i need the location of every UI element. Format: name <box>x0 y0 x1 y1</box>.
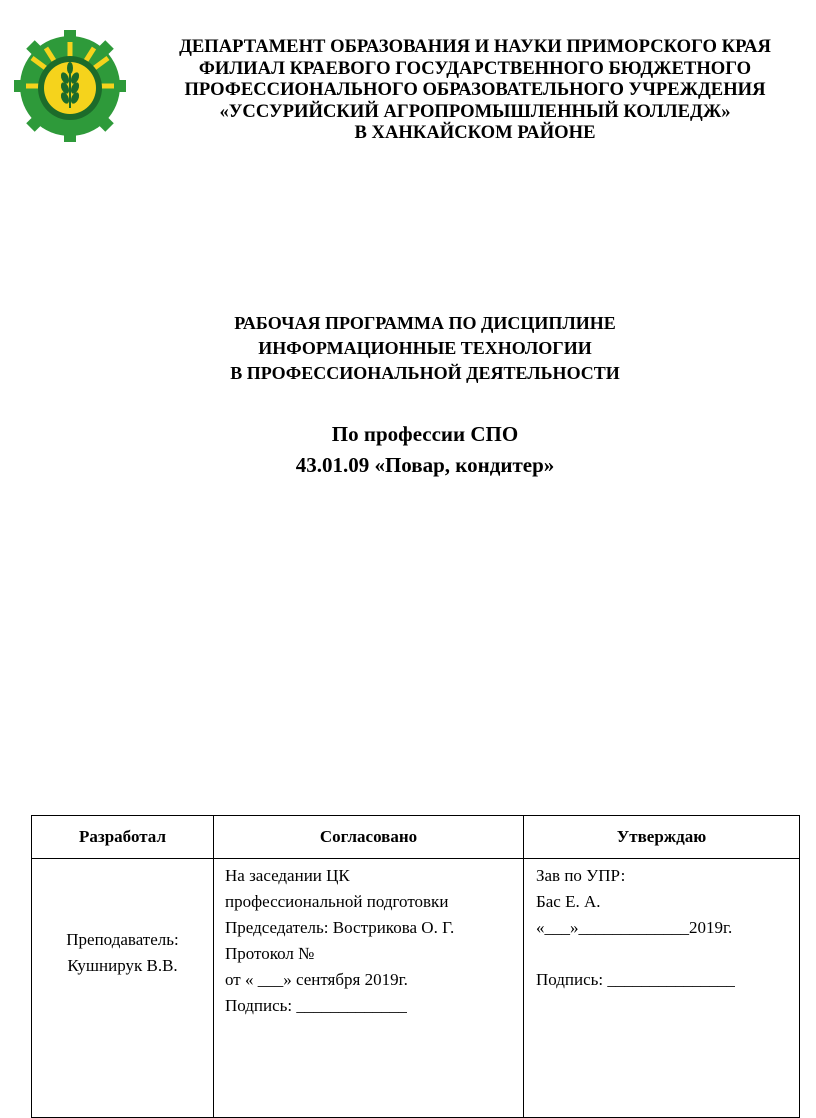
agreed-line: Председатель: Вострикова О. Г. <box>225 918 455 937</box>
approval-table <box>31 815 800 1118</box>
agreed-line: профессиональной подготовки <box>225 892 449 911</box>
program-title <box>150 311 700 386</box>
developer-cell <box>32 859 214 1118</box>
approval-table-body-row <box>32 859 800 1118</box>
developer-role: Преподаватель: <box>66 930 179 949</box>
agreed-line: Протокол № <box>225 944 315 963</box>
approved-signature: Подпись: _______________ <box>536 970 735 989</box>
agreed-line: от « ___» сентября 2019г. <box>225 970 408 989</box>
profession-code: 43.01.09 «Повар, кондитер» <box>295 453 555 477</box>
agreed-signature: Подпись: _____________ <box>225 996 407 1015</box>
profession-block <box>180 419 670 481</box>
header-developed: Разработал <box>32 816 214 859</box>
agreed-cell <box>214 859 524 1118</box>
college-emblem-icon <box>10 28 140 144</box>
profession-label: По профессии СПО <box>331 422 519 446</box>
agreed-line: На заседании ЦК <box>225 866 350 885</box>
program-title-line: В ПРОФЕССИОНАЛЬНОЙ ДЕЯТЕЛЬНОСТИ <box>230 363 620 383</box>
header-agreed: Согласовано <box>214 816 524 859</box>
header-line: В ХАНКАЙСКОМ РАЙОНЕ <box>354 122 596 143</box>
institution-header <box>140 36 810 144</box>
program-title-line: РАБОЧАЯ ПРОГРАММА ПО ДИСЦИПЛИНЕ <box>234 313 616 333</box>
developer-name: Кушнирук В.В. <box>67 956 178 975</box>
header-line: ПРОФЕССИОНАЛЬНОГО ОБРАЗОВАТЕЛЬНОГО УЧРЕЖДЕНИЯ <box>184 79 766 100</box>
header-line: «УССУРИЙСКИЙ АГРОПРОМЫШЛЕННЫЙ КОЛЛЕДЖ» <box>219 100 731 122</box>
approval-table-header-row <box>32 816 800 859</box>
header-approved: Утверждаю <box>524 816 800 859</box>
header-line: ДЕПАРТАМЕНТ ОБРАЗОВАНИЯ И НАУКИ ПРИМОРСКОГО КРАЯ <box>179 36 771 57</box>
approved-line: «___»_____________2019г. <box>536 918 733 937</box>
approved-line: Бас Е. А. <box>536 892 601 911</box>
program-title-line: ИНФОРМАЦИОННЫЕ ТЕХНОЛОГИИ <box>258 338 592 358</box>
header-line: ФИЛИАЛ КРАЕВОГО ГОСУДАРСТВЕННОГО БЮДЖЕТНОГО <box>198 57 752 79</box>
approved-cell <box>524 859 800 1118</box>
approved-line: Зав по УПР: <box>536 866 626 885</box>
spacer <box>536 941 795 967</box>
